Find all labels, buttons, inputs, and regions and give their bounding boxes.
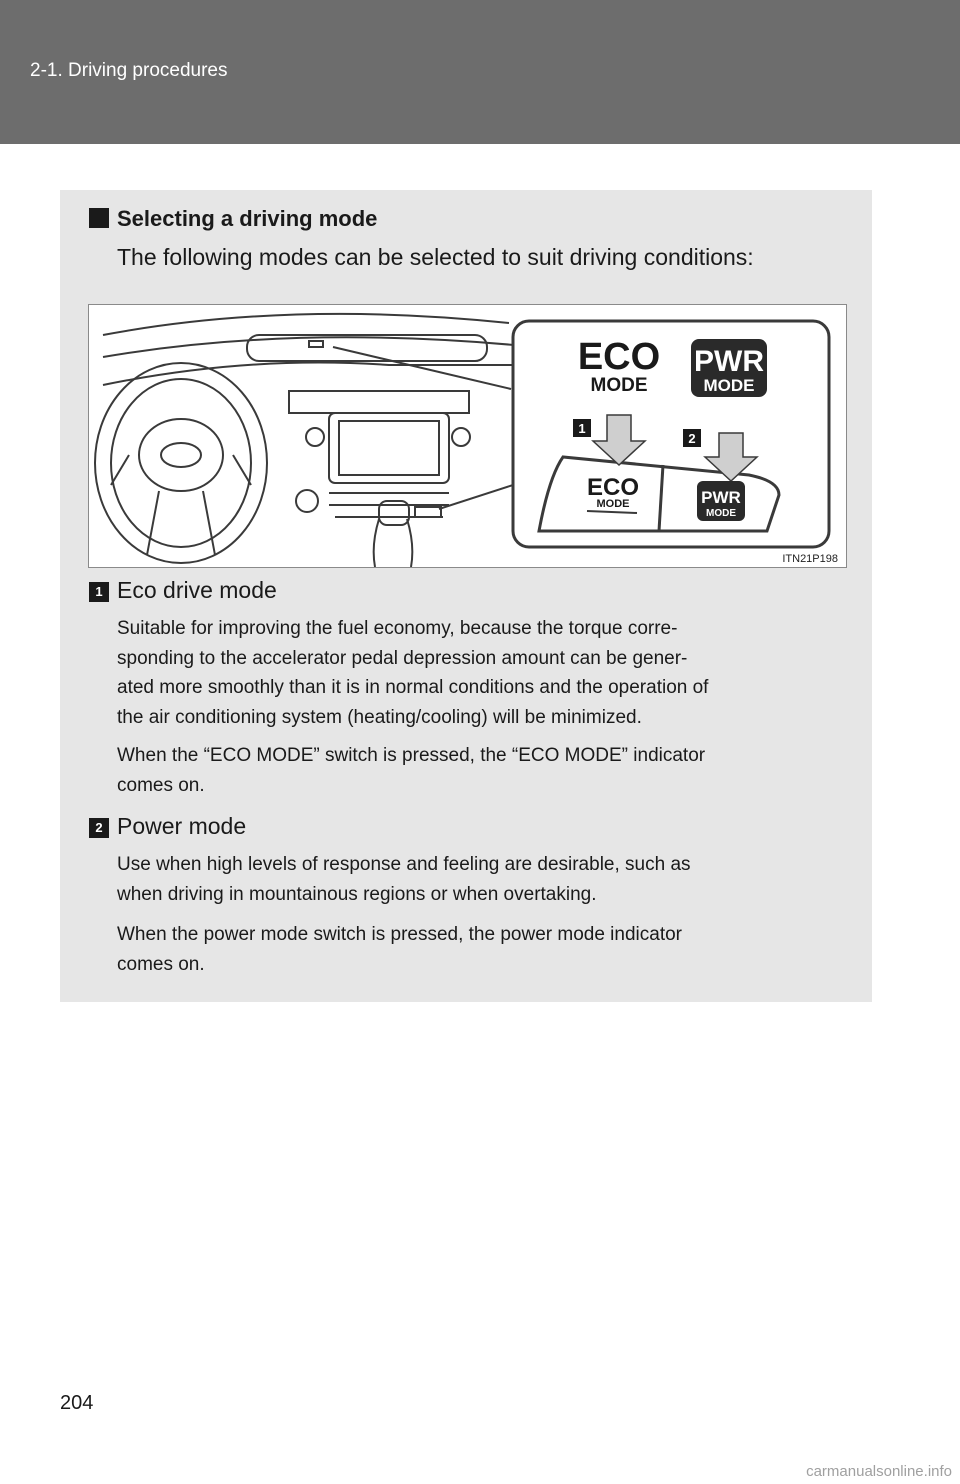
mode-number-2-icon: 2 bbox=[89, 818, 109, 838]
mode-title-eco: Eco drive mode bbox=[117, 577, 277, 603]
callout-badge-1-label: 1 bbox=[578, 421, 586, 436]
pwr-switch-label: PWR bbox=[701, 488, 741, 507]
pwr-indicator-sublabel: MODE bbox=[703, 376, 755, 395]
page-number: 204 bbox=[60, 1392, 94, 1414]
press-arrow-icon bbox=[593, 415, 645, 465]
eco-indicator-label: ECO bbox=[577, 336, 661, 378]
text-line: when driving in mountainous regions or when overtaking. bbox=[117, 883, 597, 905]
text-line: When the “ECO MODE” switch is pressed, the “ECO MODE” indicator bbox=[117, 745, 706, 766]
text-line: When the power mode switch is pressed, the power mode indicator bbox=[117, 924, 682, 945]
text-line: ated more smoothly than it is in normal conditions and the operation of bbox=[117, 677, 709, 699]
figure-code: ITN21P198 bbox=[782, 553, 838, 565]
eco-description bbox=[117, 614, 838, 733]
pwr-switch-sublabel: MODE bbox=[706, 508, 736, 519]
power-indicator-note bbox=[117, 920, 838, 979]
mode-number-1-icon: 1 bbox=[89, 582, 109, 602]
section-intro: The following modes can be selected to suit driving conditions: bbox=[117, 244, 754, 270]
text-line: comes on. bbox=[117, 774, 205, 796]
eco-indicator-note bbox=[117, 741, 838, 800]
section-square-icon bbox=[89, 208, 109, 228]
eco-indicator-sublabel: MODE bbox=[590, 375, 648, 396]
dashboard-figure bbox=[88, 304, 847, 568]
mode-title-power: Power mode bbox=[117, 813, 247, 839]
text-line: sponding to the accelerator pedal depression amount can be gener- bbox=[117, 647, 688, 669]
text-line: the air conditioning system (heating/cooling) will be minimized. bbox=[117, 707, 642, 729]
text-line: Suitable for improving the fuel economy, because the torque corre- bbox=[117, 618, 678, 639]
dashboard-illustration bbox=[89, 305, 846, 567]
text-line: Use when high levels of response and feeling are desirable, such as bbox=[117, 854, 691, 875]
text-line: comes on. bbox=[117, 953, 205, 975]
watermark: carmanualsonline.info bbox=[806, 1463, 952, 1480]
callout-badge-2-label: 2 bbox=[688, 431, 696, 446]
power-description bbox=[117, 850, 838, 909]
chapter-breadcrumb: 2-1. Driving procedures bbox=[30, 60, 228, 81]
page-header bbox=[0, 0, 960, 144]
eco-switch-label: ECO bbox=[586, 474, 640, 501]
eco-switch-sublabel: MODE bbox=[596, 498, 630, 510]
section-title: Selecting a driving mode bbox=[117, 206, 378, 231]
pwr-indicator-label: PWR bbox=[694, 345, 764, 378]
